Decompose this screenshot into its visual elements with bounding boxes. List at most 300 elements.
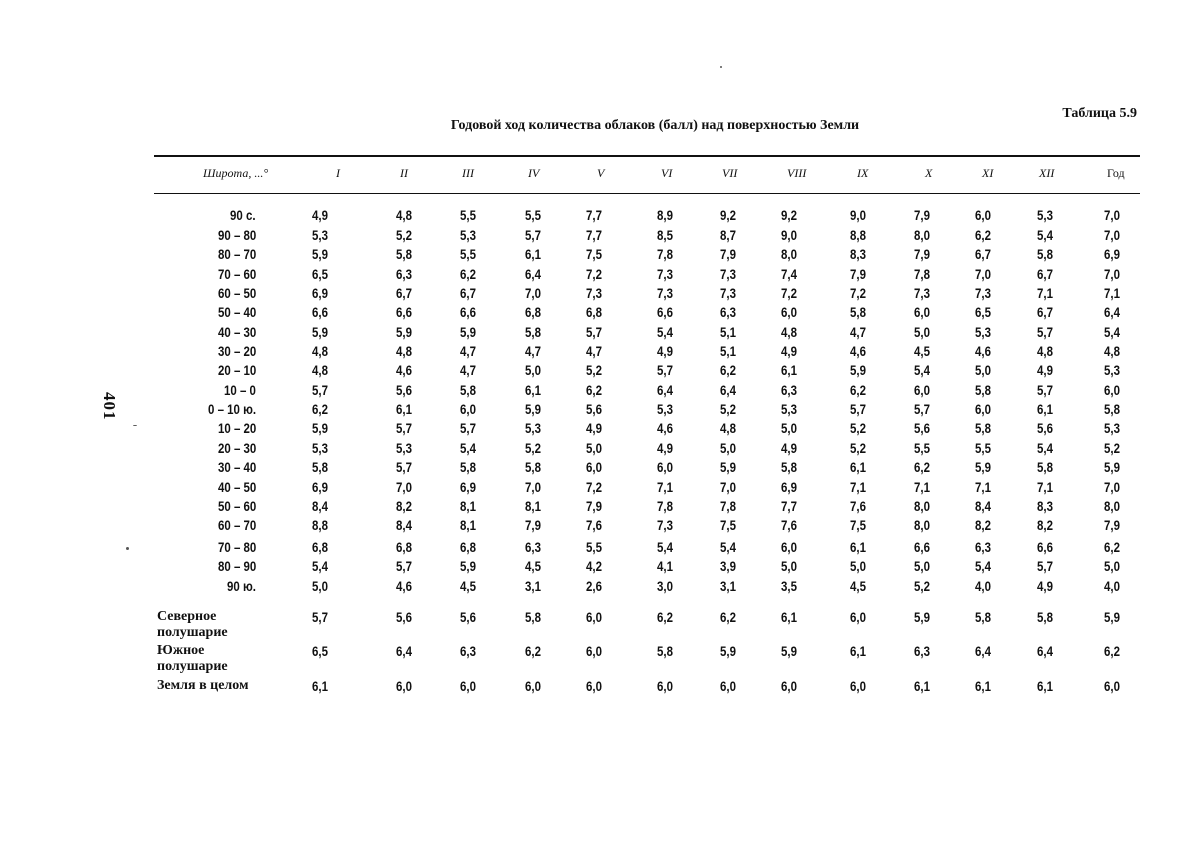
table-cell: 5,8 [460, 459, 476, 475]
scan-speck [133, 425, 137, 426]
table-cell: 8,4 [396, 517, 412, 533]
table-cell: 4,8 [1037, 343, 1053, 359]
table-cell: 4,5 [850, 578, 866, 594]
table-cell: 7,5 [720, 517, 736, 533]
table-cell: 5,9 [1104, 459, 1120, 475]
summary-cell: 6,0 [525, 678, 541, 694]
header-cell: II [400, 166, 408, 180]
table-cell: 7,3 [586, 285, 602, 301]
table-cell: 8,0 [781, 246, 797, 262]
table-cell: 4,7 [460, 362, 476, 378]
table-cell: 6,8 [525, 304, 541, 320]
latitude-label: 90 – 80 [217, 227, 256, 243]
table-cell: 5,5 [586, 539, 602, 555]
table-cell: 8,2 [975, 517, 991, 533]
header-cell: XI [982, 166, 994, 180]
table-cell: 4,6 [396, 362, 412, 378]
summary-cell: 6,3 [914, 643, 930, 659]
table-cell: 4,0 [975, 578, 991, 594]
table-cell: 6,9 [312, 285, 328, 301]
table-cell: 6,4 [1104, 304, 1120, 320]
table-cell: 5,8 [312, 459, 328, 475]
table-cell: 5,4 [1037, 440, 1053, 456]
header-cell: IX [857, 166, 869, 180]
summary-cell: 6,2 [657, 609, 673, 625]
table-cell: 7,8 [657, 246, 673, 262]
table-cell: 5,0 [781, 420, 797, 436]
table-cell: 6,0 [586, 459, 602, 475]
table-cell: 5,4 [1037, 227, 1053, 243]
table-cell: 5,8 [1104, 401, 1120, 417]
table-cell: 7,9 [586, 498, 602, 514]
table-cell: 7,0 [525, 479, 541, 495]
table-cell: 7,9 [850, 266, 866, 282]
scan-speck [720, 66, 722, 68]
table-cell: 3,5 [781, 578, 797, 594]
summary-cell: 5,9 [914, 609, 930, 625]
table-cell: 6,1 [396, 401, 412, 417]
table-cell: 7,2 [586, 266, 602, 282]
table-cell: 5,0 [781, 558, 797, 574]
table-cell: 6,2 [975, 227, 991, 243]
table-cell: 7,1 [850, 479, 866, 495]
table-cell: 7,0 [1104, 266, 1120, 282]
table-cell: 7,2 [586, 479, 602, 495]
summary-label: Земля в целом [157, 678, 249, 693]
table-cell: 5,0 [914, 324, 930, 340]
table-cell: 8,1 [460, 498, 476, 514]
table-cell: 5,5 [460, 207, 476, 223]
table-cell: 5,3 [1037, 207, 1053, 223]
table-cell: 5,9 [396, 324, 412, 340]
summary-cell: 6,0 [850, 609, 866, 625]
table-cell: 5,4 [657, 324, 673, 340]
table-cell: 5,6 [396, 382, 412, 398]
table-cell: 6,7 [396, 285, 412, 301]
table-cell: 7,3 [914, 285, 930, 301]
table-cell: 5,7 [396, 459, 412, 475]
table-cell: 5,2 [525, 440, 541, 456]
latitude-label: 10 – 0 [224, 382, 256, 398]
table-cell: 6,3 [975, 539, 991, 555]
page-number: 401 [100, 392, 119, 421]
table-cell: 5,9 [525, 401, 541, 417]
table-cell: 5,8 [460, 382, 476, 398]
table-cell: 5,7 [1037, 324, 1053, 340]
table-cell: 4,6 [396, 578, 412, 594]
table-cell: 4,9 [657, 343, 673, 359]
table-cell: 3,1 [525, 578, 541, 594]
summary-cell: 5,8 [525, 609, 541, 625]
latitude-label: 0 – 10 ю. [207, 401, 256, 417]
table-cell: 6,6 [914, 539, 930, 555]
table-cell: 5,4 [1104, 324, 1120, 340]
latitude-label: 60 – 70 [217, 517, 256, 533]
header-cell: III [462, 166, 474, 180]
header-cell: VIII [787, 166, 807, 180]
table-cell: 6,0 [781, 304, 797, 320]
table-cell: 6,1 [781, 362, 797, 378]
table-cell: 7,7 [586, 207, 602, 223]
table-cell: 3,0 [657, 578, 673, 594]
table-cell: 5,4 [975, 558, 991, 574]
table-cell: 7,3 [720, 266, 736, 282]
table-cell: 4,7 [460, 343, 476, 359]
table-cell: 6,6 [460, 304, 476, 320]
table-cell: 7,0 [396, 479, 412, 495]
latitude-label: 50 – 60 [217, 498, 256, 514]
table-cell: 7,1 [914, 479, 930, 495]
table-cell: 6,6 [312, 304, 328, 320]
table-cell: 5,4 [914, 362, 930, 378]
table-cell: 5,1 [720, 343, 736, 359]
table-cell: 8,1 [525, 498, 541, 514]
table-cell: 8,7 [720, 227, 736, 243]
table-cell: 8,4 [312, 498, 328, 514]
table-cell: 7,1 [1037, 479, 1053, 495]
summary-cell: 6,0 [720, 678, 736, 694]
table-cell: 5,3 [312, 227, 328, 243]
summary-cell: 6,0 [657, 678, 673, 694]
table-cell: 5,3 [781, 401, 797, 417]
summary-cell: 6,0 [1104, 678, 1120, 694]
table-cell: 4,9 [1037, 578, 1053, 594]
table-cell: 5,7 [460, 420, 476, 436]
summary-cell: 6,1 [781, 609, 797, 625]
table-cell: 5,3 [1104, 420, 1120, 436]
summary-cell: 6,1 [914, 678, 930, 694]
table-cell: 5,7 [396, 420, 412, 436]
summary-cell: 5,9 [781, 643, 797, 659]
summary-cell: 6,3 [460, 643, 476, 659]
table-cell: 5,7 [396, 558, 412, 574]
table-cell: 6,1 [850, 459, 866, 475]
table-cell: 5,3 [460, 227, 476, 243]
table-cell: 4,1 [657, 558, 673, 574]
table-cell: 8,4 [975, 498, 991, 514]
table-cell: 5,8 [1037, 459, 1053, 475]
latitude-label: 80 – 70 [217, 246, 256, 262]
table-cell: 7,3 [657, 517, 673, 533]
table-cell: 9,2 [720, 207, 736, 223]
table-cell: 6,8 [312, 539, 328, 555]
latitude-label: 90 с. [230, 207, 256, 223]
table-cell: 7,2 [781, 285, 797, 301]
table-cell: 6,8 [460, 539, 476, 555]
table-cell: 6,0 [781, 539, 797, 555]
table-title: Годовой ход количества облаков (балл) над поверхностью Земли [450, 118, 860, 133]
table-cell: 8,9 [657, 207, 673, 223]
table-cell: 5,9 [460, 324, 476, 340]
summary-cell: 6,4 [975, 643, 991, 659]
table-cell: 5,2 [586, 362, 602, 378]
table-cell: 5,8 [975, 420, 991, 436]
header-cell: VI [661, 166, 673, 180]
table-cell: 7,7 [586, 227, 602, 243]
table-cell: 8,2 [1037, 517, 1053, 533]
table-cell: 7,4 [781, 266, 797, 282]
table-cell: 7,9 [525, 517, 541, 533]
table-cell: 5,5 [460, 246, 476, 262]
scan-speck [126, 547, 129, 550]
table-cell: 7,9 [1104, 517, 1120, 533]
header-cell: VII [722, 166, 738, 180]
table-cell: 4,8 [781, 324, 797, 340]
table-cell: 5,7 [586, 324, 602, 340]
table-cell: 5,8 [1037, 246, 1053, 262]
table-cell: 4,9 [781, 343, 797, 359]
summary-cell: 5,8 [657, 643, 673, 659]
table-cell: 5,9 [312, 246, 328, 262]
table-cell: 4,9 [657, 440, 673, 456]
table-cell: 4,8 [312, 343, 328, 359]
table-cell: 5,0 [850, 558, 866, 574]
latitude-label: 40 – 50 [217, 479, 256, 495]
summary-label: Северное полушарие [157, 609, 228, 640]
table-cell: 6,0 [460, 401, 476, 417]
table-cell: 7,5 [850, 517, 866, 533]
table-cell: 4,8 [1104, 343, 1120, 359]
table-cell: 6,5 [975, 304, 991, 320]
table-cell: 6,1 [525, 246, 541, 262]
table-cell: 5,9 [720, 459, 736, 475]
table-cell: 5,3 [1104, 362, 1120, 378]
table-cell: 5,9 [312, 324, 328, 340]
table-cell: 7,1 [1104, 285, 1120, 301]
table-cell: 5,5 [975, 440, 991, 456]
table-cell: 6,6 [657, 304, 673, 320]
table-cell: 5,6 [1037, 420, 1053, 436]
summary-cell: 6,0 [781, 678, 797, 694]
summary-cell: 5,6 [396, 609, 412, 625]
table-cell: 3,9 [720, 558, 736, 574]
table-cell: 6,3 [720, 304, 736, 320]
table-cell: 5,4 [657, 539, 673, 555]
table-cell: 6,4 [525, 266, 541, 282]
table-cell: 5,4 [460, 440, 476, 456]
table-cell: 5,7 [1037, 382, 1053, 398]
summary-cell: 6,0 [396, 678, 412, 694]
table-cell: 7,6 [850, 498, 866, 514]
table-cell: 5,4 [720, 539, 736, 555]
table-cell: 4,7 [525, 343, 541, 359]
summary-cell: 6,2 [720, 609, 736, 625]
table-cell: 6,3 [525, 539, 541, 555]
table-cell: 8,8 [850, 227, 866, 243]
table-cell: 7,3 [657, 266, 673, 282]
table-cell: 6,0 [975, 207, 991, 223]
summary-cell: 5,9 [1104, 609, 1120, 625]
table-cell: 8,0 [1104, 498, 1120, 514]
table-cell: 6,9 [460, 479, 476, 495]
table-cell: 6,3 [396, 266, 412, 282]
table-cell: 6,2 [850, 382, 866, 398]
table-cell: 7,1 [657, 479, 673, 495]
summary-cell: 6,5 [312, 643, 328, 659]
summary-label: Южное полушарие [157, 643, 228, 674]
table-cell: 5,9 [460, 558, 476, 574]
table-cell: 7,1 [975, 479, 991, 495]
summary-cell: 5,8 [975, 609, 991, 625]
table-cell: 6,7 [975, 246, 991, 262]
header-cell: I [336, 166, 340, 180]
table-cell: 5,3 [657, 401, 673, 417]
table-cell: 7,0 [1104, 227, 1120, 243]
table-cell: 4,6 [975, 343, 991, 359]
table-cell: 5,0 [525, 362, 541, 378]
table-cell: 5,7 [850, 401, 866, 417]
table-cell: 6,8 [586, 304, 602, 320]
table-cell: 5,8 [781, 459, 797, 475]
summary-cell: 5,6 [460, 609, 476, 625]
table-cell: 5,7 [657, 362, 673, 378]
table-cell: 7,0 [1104, 479, 1120, 495]
table-cell: 6,4 [657, 382, 673, 398]
table-cell: 4,5 [460, 578, 476, 594]
table-cell: 6,2 [312, 401, 328, 417]
header-cell: IV [528, 166, 540, 180]
table-cell: 6,7 [1037, 266, 1053, 282]
table-cell: 6,2 [720, 362, 736, 378]
latitude-label: 60 – 50 [217, 285, 256, 301]
latitude-label: 50 – 40 [217, 304, 256, 320]
table-cell: 5,3 [975, 324, 991, 340]
table-cell: 5,9 [312, 420, 328, 436]
table-cell: 7,7 [781, 498, 797, 514]
table-cell: 5,8 [525, 459, 541, 475]
table-cell: 7,9 [914, 246, 930, 262]
table-cell: 8,2 [396, 498, 412, 514]
table-cell: 8,0 [914, 498, 930, 514]
table-cell: 7,0 [975, 266, 991, 282]
table-cell: 6,9 [781, 479, 797, 495]
table-cell: 5,8 [525, 324, 541, 340]
table-cell: 6,7 [460, 285, 476, 301]
table-cell: 8,0 [914, 227, 930, 243]
table-cell: 5,6 [586, 401, 602, 417]
table-cell: 7,1 [1037, 285, 1053, 301]
table-cell: 5,7 [914, 401, 930, 417]
table-cell: 5,2 [1104, 440, 1120, 456]
table-cell: 5,9 [850, 362, 866, 378]
table-cell: 4,9 [312, 207, 328, 223]
table-cell: 4,6 [850, 343, 866, 359]
summary-cell: 6,1 [850, 643, 866, 659]
table-cell: 7,9 [914, 207, 930, 223]
table-cell: 5,0 [312, 578, 328, 594]
table-cell: 7,3 [657, 285, 673, 301]
table-cell: 7,6 [586, 517, 602, 533]
table-cell: 5,5 [914, 440, 930, 456]
table-cell: 4,9 [1037, 362, 1053, 378]
table-cell: 5,4 [312, 558, 328, 574]
table-cell: 9,0 [781, 227, 797, 243]
summary-cell: 5,7 [312, 609, 328, 625]
latitude-label: 20 – 10 [217, 362, 256, 378]
latitude-label: 70 – 60 [217, 266, 256, 282]
table-cell: 4,6 [657, 420, 673, 436]
latitude-label: 30 – 20 [217, 343, 256, 359]
table-cell: 7,8 [657, 498, 673, 514]
table-cell: 7,0 [720, 479, 736, 495]
summary-cell: 6,0 [586, 678, 602, 694]
table-cell: 4,5 [914, 343, 930, 359]
table-cell: 4,9 [781, 440, 797, 456]
summary-cell: 6,1 [312, 678, 328, 694]
table-cell: 5,3 [312, 440, 328, 456]
table-cell: 7,3 [975, 285, 991, 301]
table-cell: 5,2 [396, 227, 412, 243]
table-cell: 9,2 [781, 207, 797, 223]
table-cell: 6,1 [1037, 401, 1053, 417]
summary-cell: 5,9 [720, 643, 736, 659]
table-cell: 5,3 [525, 420, 541, 436]
table-cell: 5,9 [975, 459, 991, 475]
latitude-label: 20 – 30 [217, 440, 256, 456]
table-cell: 4,5 [525, 558, 541, 574]
table-cell: 7,8 [720, 498, 736, 514]
table-cell: 6,1 [525, 382, 541, 398]
table-cell: 5,5 [525, 207, 541, 223]
table-cell: 5,3 [396, 440, 412, 456]
table-cell: 8,8 [312, 517, 328, 533]
table-cell: 5,0 [975, 362, 991, 378]
table-cell: 6,6 [1037, 539, 1053, 555]
table-cell: 6,5 [312, 266, 328, 282]
table-cell: 8,3 [850, 246, 866, 262]
header-cell: X [925, 166, 933, 180]
table-cell: 6,2 [586, 382, 602, 398]
table-cell: 5,0 [586, 440, 602, 456]
table-cell: 6,0 [975, 401, 991, 417]
table-top-rule [154, 155, 1140, 157]
table-cell: 6,9 [1104, 246, 1120, 262]
summary-cell: 6,0 [586, 643, 602, 659]
table-cell: 7,3 [720, 285, 736, 301]
table-cell: 5,2 [850, 420, 866, 436]
table-cell: 8,1 [460, 517, 476, 533]
table-cell: 6,8 [396, 539, 412, 555]
table-cell: 6,4 [720, 382, 736, 398]
table-cell: 5,7 [312, 382, 328, 398]
latitude-label: 80 – 90 [217, 558, 256, 574]
table-cell: 5,0 [914, 558, 930, 574]
table-cell: 2,6 [586, 578, 602, 594]
table-cell: 6,0 [657, 459, 673, 475]
table-cell: 8,0 [914, 517, 930, 533]
table-cell: 5,1 [720, 324, 736, 340]
summary-cell: 6,4 [1037, 643, 1053, 659]
header-cell: Год [1107, 166, 1125, 180]
summary-cell: 6,0 [586, 609, 602, 625]
table-cell: 4,8 [396, 207, 412, 223]
table-cell: 4,8 [720, 420, 736, 436]
table-cell: 6,7 [1037, 304, 1053, 320]
table-cell: 5,6 [914, 420, 930, 436]
table-cell: 8,5 [657, 227, 673, 243]
table-label: Таблица 5.9 [1062, 106, 1137, 121]
table-cell: 5,7 [1037, 558, 1053, 574]
summary-cell: 6,0 [850, 678, 866, 694]
latitude-label: 10 – 20 [217, 420, 256, 436]
latitude-label: 70 – 80 [217, 539, 256, 555]
table-cell: 4,8 [396, 343, 412, 359]
table-cell: 6,2 [460, 266, 476, 282]
summary-cell: 6,2 [1104, 643, 1120, 659]
table-cell: 6,0 [914, 382, 930, 398]
summary-cell: 6,0 [460, 678, 476, 694]
table-cell: 6,2 [1104, 539, 1120, 555]
